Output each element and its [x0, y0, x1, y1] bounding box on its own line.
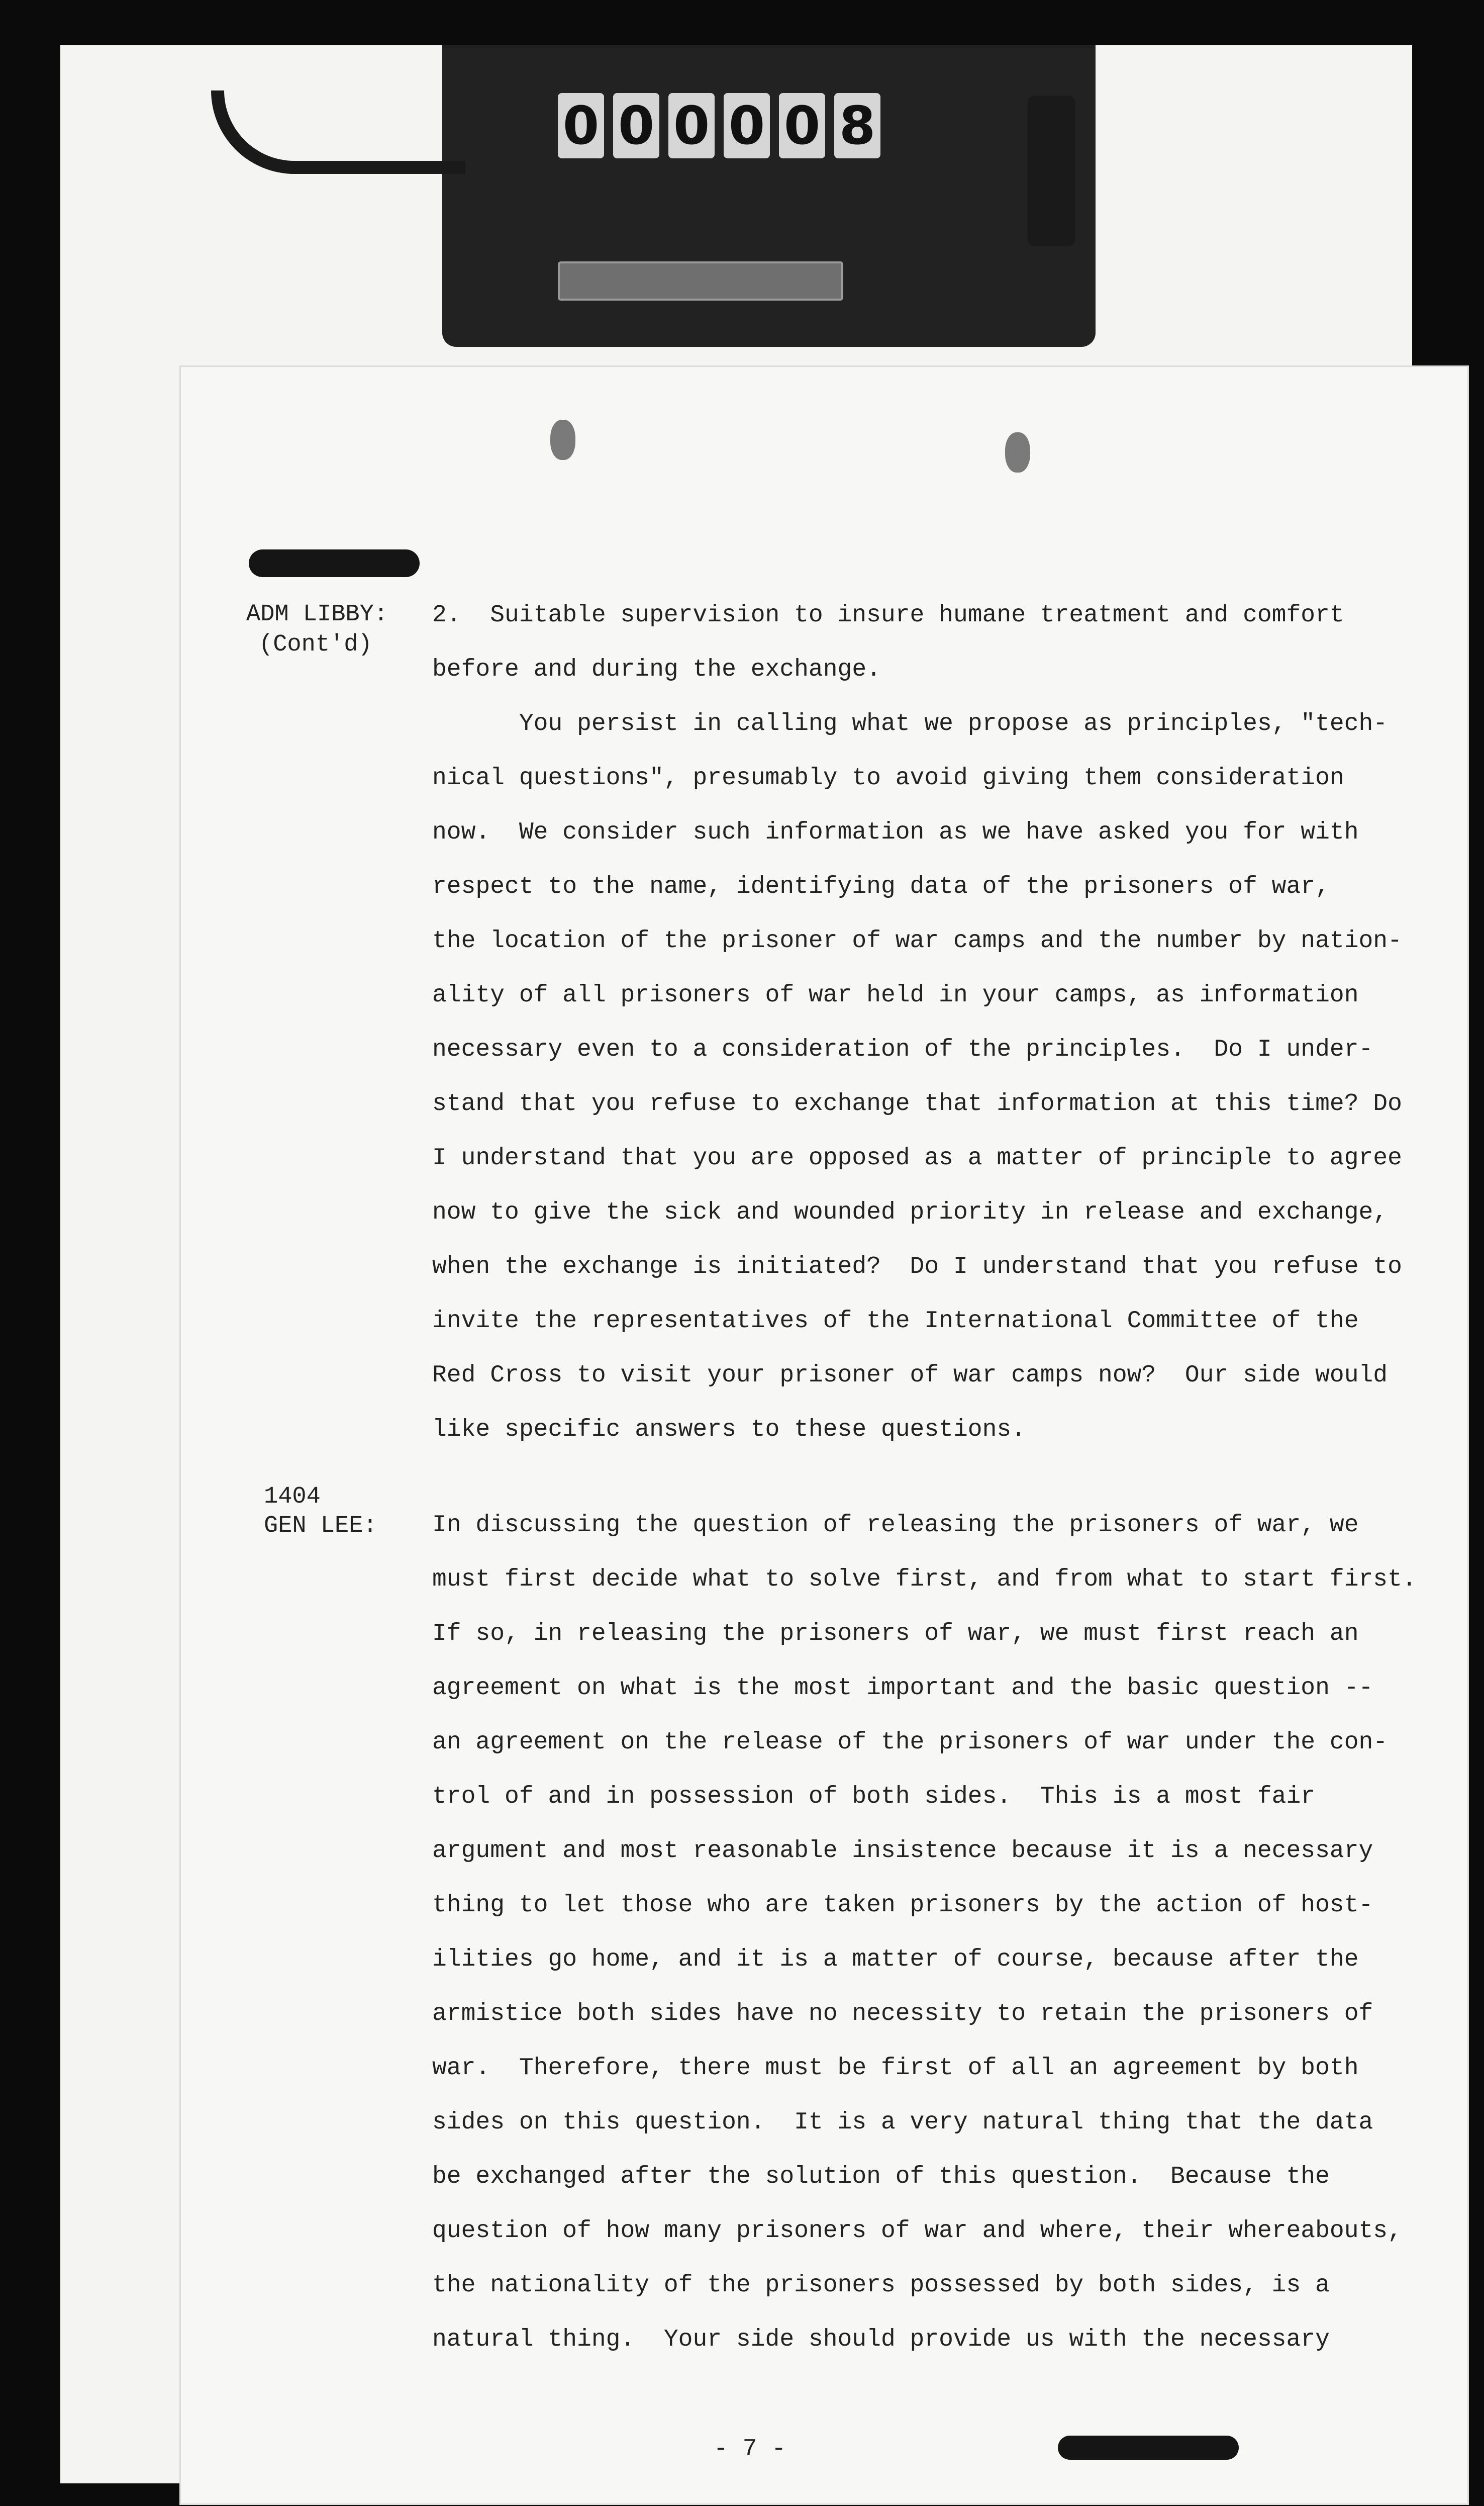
text-line: natural thing. Your side should provide us with the necessary [432, 2326, 1330, 2353]
counter-digit: 0 [613, 93, 659, 158]
counter-digit: 0 [724, 93, 770, 158]
text-line: I understand that you are opposed as a matter of principle to agree [432, 1145, 1402, 1172]
counter-digit: 8 [834, 93, 880, 158]
counter-label-plate [558, 261, 843, 301]
text-line: invite the representatives of the International Committee of the [432, 1308, 1359, 1335]
text-line: war. Therefore, there must be first of all an agreement by both [432, 2055, 1359, 2082]
text-line: ilities go home, and it is a matter of course, because after the [432, 1946, 1359, 1973]
text-line: necessary even to a consideration of the principles. Do I under- [432, 1036, 1373, 1063]
text-line: ality of all prisoners of war held in your camps, as information [432, 982, 1359, 1009]
counter-digit: 0 [779, 93, 825, 158]
text-line: now to give the sick and wounded priority in release and exchange, [432, 1199, 1388, 1226]
film-frame [60, 45, 1417, 2483]
text-line: sides on this question. It is a very natural thing that the data [432, 2109, 1373, 2136]
text-line: If so, in releasing the prisoners of war, we must first reach an [432, 1620, 1359, 1647]
speaker-continued: (Cont'd) [259, 631, 372, 658]
text-line: thing to let those who are taken prisoners by the action of host- [432, 1892, 1373, 1919]
text-line: argument and most reasonable insistence because it is a necessary [432, 1837, 1373, 1865]
frame-counter [558, 93, 880, 158]
text-line: must first decide what to solve first, and from what to start first. [432, 1566, 1417, 1593]
punch-hole [550, 420, 575, 460]
text-line: the nationality of the prisoners possessed by both sides, is a [432, 2272, 1330, 2299]
classification-redaction-bottom [1058, 2436, 1239, 2460]
speaker-label: ADM LIBBY: [246, 601, 388, 628]
page-number: - 7 - [714, 2436, 786, 2463]
text-line: like specific answers to these questions. [432, 1416, 1026, 1443]
text-line: an agreement on the release of the prisoners of war under the con- [432, 1729, 1388, 1756]
text-line: now. We consider such information as we have asked you for with [432, 819, 1359, 846]
text-line: In discussing the question of releasing the prisoners of war, we [432, 1512, 1359, 1539]
text-line: when the exchange is initiated? Do I understand that you refuse to [432, 1253, 1402, 1280]
text-line: nical questions", presumably to avoid giving them consideration [432, 765, 1344, 792]
text-line: question of how many prisoners of war and where, their whereabouts, [432, 2217, 1402, 2245]
text-line: stand that you refuse to exchange that information at this time? Do [432, 1090, 1402, 1118]
text-line: respect to the name, identifying data of the prisoners of war, [432, 873, 1330, 900]
statement-text [432, 588, 1432, 1457]
counter-digit: 0 [668, 93, 715, 158]
statement-text [432, 1498, 1432, 2367]
frame-counter-housing [442, 45, 1096, 347]
text-line: 2. Suitable supervision to insure humane treatment and comfort [432, 602, 1344, 629]
counter-knob [1028, 96, 1075, 246]
counter-digit: 0 [558, 93, 604, 158]
text-line: the location of the prisoner of war camps and the number by nation- [432, 927, 1402, 955]
text-line: before and during the exchange. [432, 656, 881, 683]
punch-hole [1005, 432, 1030, 473]
text-line: Red Cross to visit your prisoner of war camps now? Our side would [432, 1362, 1388, 1389]
text-line: be exchanged after the solution of this question. Because the [432, 2163, 1330, 2190]
timestamp: 1404 [264, 1483, 321, 1510]
text-line: You persist in calling what we propose as principles, "tech- [432, 710, 1388, 737]
typed-page [181, 367, 1467, 2503]
counter-cable [211, 90, 465, 174]
classification-redaction-top [249, 549, 420, 577]
text-line: armistice both sides have no necessity to retain the prisoners of [432, 2000, 1373, 2027]
text-line: agreement on what is the most important and the basic question -- [432, 1675, 1373, 1702]
speaker-label: GEN LEE: [264, 1513, 377, 1539]
text-line: trol of and in possession of both sides. This is a most fair [432, 1783, 1316, 1810]
